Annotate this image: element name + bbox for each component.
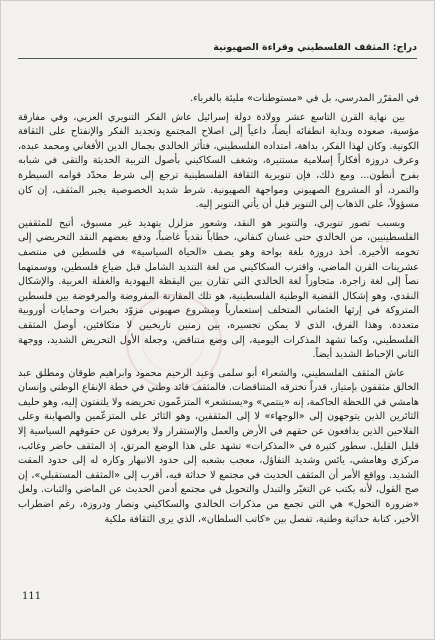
body-text <box>18 92 419 531</box>
header-rule <box>18 58 417 59</box>
running-header: دراج: المثقف الفلسطيني وقراءة الصهيونية <box>213 42 417 53</box>
paragraph: في المقرّر المدرسي، بل في «مستوطنات» مليئة بالغرباء. <box>190 93 419 104</box>
paragraph: عاش المثقف الفلسطيني، والشعراء أبو سلمى وعبد الرحيم محمود وابراهيم طوقان ومطلق عبد الخالق مثقفون بإمتياز، قدراً تخترقه المتناقضات. فالمثقف قائد وطني في خطة الإنقاع الوطني وإنسان هامشي في اللحظة الحاكمة، إنه «ينتمي» و«يستشعر» المتزعّمون تحريضه ولا يلتفتون إليه، وهو حليف الثائرين الذين يتوجهون إلى «الوجهاء» لا إلى المثقفين، وهو الثائر على المتزعّمين والصهاينة وعلى الفلاحين الذين يدافعون عن حقهم في الأرض والعمل والإستقرار ولا يعرفون عن حقوقهم السياسية إلا قليل القليل. سطور كثيرة في «المذكرات» تشهد على هذا الوضع المرتق، إذ المثقف حاضر وغائب، مركزي وهامشي، يائس وشديد التفاؤل، معجب بشعبه إلى حدود الانبهار وكاره له إلى حدود المقت الشديد. وواقع الأمر أن المثقف الحديث في مجتمع لا حداثة فيه، أقرب إلى «المثقف المستقبلي»، إن صح القول، لأنه يكتب عن التغيّر والتبدل والتحويل في مجتمع أدمن الحديث عن الماضي والثبات. ولعل «ضرورة التحول» هي التي تجمع من مذكرات الخالدي والسكاكيني ونصار ودروزة، رغم اضطراب الأخير، كتابة حداثية وطنية، تفصل بين «كاتب السلطان»، الذي يرى الثقافة ملكية <box>18 367 419 525</box>
paragraph: بين نهاية القرن التاسع عشر وولادة دولة إسرائيل عاش الفكر التنويري العربي، وفي مفارقة مؤسية، صعوده وبداية انطفائه أيضاً، داعياً إلى اصلاح المجتمع وتجديد الفكر والإنفتاح على الثقافة الكونية. وكان لهذا الفكر، بداهة، امتداده الفلسطيني، فتأثر الخالدي بجمال الدين الأفغاني ومحمد عبده، وعرف دروزة أفكاراً إسلامية مستنيرة، وشغف السكاكيني بأصول التربية الحديثة والتقى في شبابه بفرح أنطون... ومع ذلك، فإن تنويرية الثقافة الفلسطينية ترجع إلى شرط محدّد قوامه السيطرة والتمرد، أو المشروع الصهيوني ومواجهة الصهيونية. شرط شديد الخصوصية يجبر المثقف، إن كان مسؤولاً، على الذهاب إلى التنوير قبل أن يأتي التنوير إليه. <box>18 111 419 211</box>
page-number: 111 <box>22 591 42 602</box>
paragraph: وبسبب تصور تنويري، والتنوير هو النقد، وشعور مزلزل بتهديد غير مسبوق، أتيح للمثقفين الفلسطينيين، من الخالدي حتى غسان كنفاني، خطاباً نقدياً غاضباً، ودفع بعضهم النقد التحريضي إلى تخومه الأخيرة. أخذ دروزة بلغة بواحة وهو يصف «الحياة السياسية» في فلسطين في منتصف عشرينات القرن الماضي، واقترب السكاكيني من لغة التنديد الشامل قبل ضياع فلسطين، ووسمتهما نصاً إلى لغة زاجرة، متجاوزاً لغة الخالدي التي تقارن بين اليقظة اليهودية والغفلة العربية. والإشكال النقدي، وهو إشكال القضية الوطنية الفلسطينية، هو تلك المقارنة المفروضة والمرفوضة بين فلسطين المتروكة في إرثها العثماني المتخلف إستعمارياً ومشروع صهيوني مزوّد بخبرات وحمايات أوروبية متعددة. وهذا الفرق، الذي لا يمكن تجسيره، بين زمنين تاريخيين لا متكافئين، أوصل المثقف الفلسطيني، وكما تشهد المذكرات اليومية، إلى وضع متناقض، وجعلة الأول التحريض الشديد، ووجهة الثاني الإحباط الشديد أيضاً. <box>18 217 419 361</box>
